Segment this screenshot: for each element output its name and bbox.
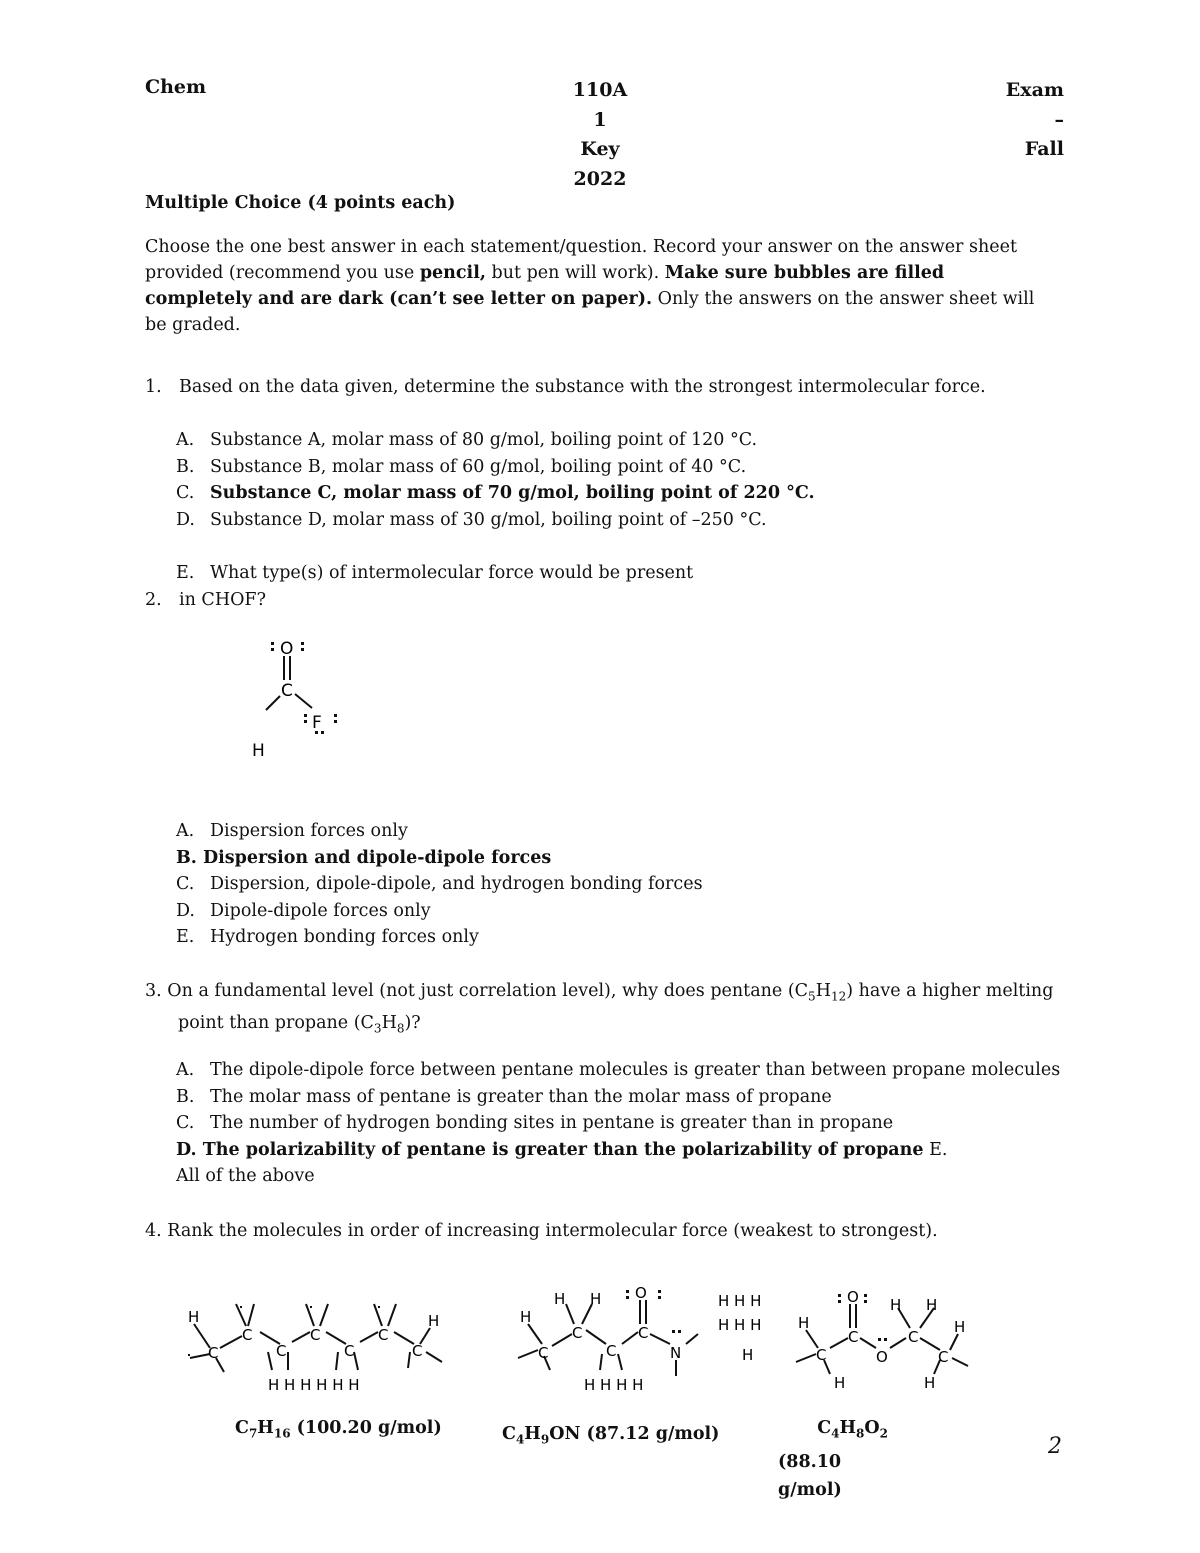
- heptane-label: [235, 1418, 442, 1441]
- header-center-line: Key: [580, 138, 620, 160]
- atom-h: H: [926, 1296, 938, 1314]
- question-number: 2.: [145, 590, 162, 610]
- q3-text: H: [381, 1012, 397, 1033]
- subscript: 8: [396, 1021, 405, 1035]
- h-column: H H H: [718, 1292, 762, 1310]
- subscript: 3: [373, 1021, 382, 1035]
- atom-o: O: [876, 1348, 888, 1366]
- option-label: B.: [176, 847, 197, 868]
- option-label: C.: [176, 483, 195, 503]
- option-text: The number of hydrogen bonding sites in pentane is greater than in propane: [210, 1113, 894, 1133]
- option-text: Substance C, molar mass of 70 g/mol, boiling point of 220 °C.: [210, 483, 815, 503]
- formula-part: C: [817, 1418, 832, 1438]
- question-3: [145, 978, 1065, 1041]
- subscript: 12: [830, 989, 847, 1004]
- header-center-line: 2022: [573, 167, 627, 190]
- question-2-options: [176, 818, 1056, 951]
- formula-part: H: [839, 1418, 857, 1438]
- amide-label: [502, 1424, 719, 1447]
- option-c: [176, 871, 1056, 898]
- option-text: D. The polarizability of pentane is greater than the polarizability of propane: [176, 1139, 924, 1160]
- subscript: 16: [273, 1426, 291, 1441]
- option-text: Substance A, molar mass of 80 g/mol, boiling point of 120 °C.: [210, 430, 758, 450]
- atom-c: C: [344, 1342, 355, 1360]
- header-center-line: 1: [593, 108, 607, 131]
- molar-mass: (88.10: [778, 1451, 842, 1472]
- header-right-line: Fall: [1024, 138, 1064, 160]
- h-row: H H H H: [584, 1376, 644, 1394]
- atom-h: H: [798, 1314, 810, 1332]
- subscript: 2: [879, 1426, 888, 1441]
- atom-c: C: [281, 681, 293, 701]
- ester-structure: [790, 1286, 980, 1396]
- option-label: D.: [176, 900, 195, 921]
- option-a: [176, 1057, 1061, 1084]
- option-label: A.: [176, 430, 195, 450]
- option-text: The molar mass of pentane is greater than the molar mass of propane: [210, 1086, 832, 1107]
- option-d-correct: [176, 1137, 1056, 1164]
- option-b: [176, 454, 1056, 481]
- formula-part: H: [257, 1418, 274, 1438]
- option-a: [176, 818, 1056, 845]
- question-4: 4. Rank the molecules in order of increasing intermolecular force (weakest to strongest).: [145, 1221, 938, 1241]
- option-e: [176, 924, 1056, 951]
- question-text: in CHOF?: [179, 590, 266, 610]
- option-text: Substance D, molar mass of 30 g/mol, boiling point of –250 °C.: [210, 509, 767, 530]
- subscript: 8: [856, 1426, 865, 1441]
- formula-part: C: [502, 1424, 516, 1444]
- atom-c: C: [538, 1344, 549, 1362]
- option-label: B.: [176, 456, 195, 477]
- header-right-line: Exam: [1005, 79, 1064, 101]
- option-label: D.: [176, 509, 195, 530]
- atom-h: H: [954, 1318, 966, 1336]
- atom-o: O: [280, 639, 294, 659]
- instructions-text: Choose the one best answer in each statement/question. Record your answer on the answer sheet provided (recommend you use: [145, 237, 1017, 283]
- molar-mass: (100.20 g/mol): [290, 1418, 442, 1438]
- atom-h: H: [520, 1308, 532, 1326]
- option-text: Dispersion forces only: [210, 821, 408, 841]
- atom-c: C: [208, 1344, 219, 1362]
- atom-c: C: [638, 1324, 649, 1342]
- instructions: [145, 234, 1045, 338]
- subscript: 7: [248, 1426, 258, 1441]
- atom-c: C: [606, 1342, 617, 1360]
- formula-part: O: [864, 1418, 880, 1438]
- atom-h: H: [554, 1290, 566, 1308]
- option-d: [176, 507, 1056, 534]
- question-3-line-2: [145, 1010, 1065, 1042]
- option-text: Substance B, molar mass of 60 g/mol, boiling point of 40 °C.: [210, 456, 747, 477]
- question-1: [145, 374, 1045, 400]
- header-center: [560, 76, 640, 194]
- question-text: Based on the data given, determine the substance with the strongest intermolecular force.: [179, 377, 986, 397]
- question-1-extra: [176, 560, 1056, 587]
- atom-c: C: [848, 1328, 859, 1346]
- option-text: Hydrogen bonding forces only: [210, 927, 479, 947]
- option-d: [176, 898, 1056, 925]
- atom-c: C: [412, 1342, 423, 1360]
- option-label: C.: [176, 874, 195, 894]
- option-b-correct: [176, 845, 1056, 872]
- h-column: H H H: [718, 1316, 762, 1334]
- atom-h: H: [924, 1374, 936, 1392]
- option-text: What type(s) of intermolecular force would be present: [210, 563, 694, 583]
- header-right: [980, 76, 1064, 165]
- q3-text: H: [815, 981, 831, 1001]
- h-column: H: [742, 1346, 754, 1364]
- instructions-bold: Make sure bubbles are filled completely and are dark (can’t see letter on paper).: [145, 263, 945, 309]
- ester-label-line-1: [778, 1414, 978, 1476]
- option-label: A.: [176, 821, 195, 841]
- atom-n: N: [670, 1344, 682, 1362]
- atom-h: H: [890, 1296, 902, 1314]
- formula-part: ON: [549, 1424, 581, 1444]
- instructions-text-2: but pen will work).: [485, 263, 665, 283]
- atom-c: C: [816, 1346, 827, 1364]
- atom-c: C: [276, 1342, 287, 1360]
- atom-c: C: [378, 1326, 389, 1344]
- atom-o: O: [847, 1288, 859, 1306]
- header-center-line: 110A: [572, 79, 628, 101]
- formula-part: C: [235, 1418, 249, 1438]
- section-title: Multiple Choice (4 points each): [145, 193, 456, 213]
- option-label: A.: [176, 1060, 195, 1080]
- question-number: 1.: [145, 377, 162, 397]
- option-label: E.: [923, 1139, 948, 1160]
- subscript: 5: [808, 989, 816, 1004]
- header-right-line: –: [1054, 108, 1064, 131]
- option-text: The dipole-dipole force between pentane molecules is greater than between propane molecules: [210, 1060, 1061, 1080]
- atom-h: H: [590, 1290, 602, 1308]
- question-3-options: [176, 1057, 1061, 1190]
- option-label: E.: [176, 563, 195, 583]
- formula-part: H: [524, 1424, 541, 1444]
- instructions-text-3: Only the answers on the answer sheet will be graded.: [145, 289, 1035, 335]
- option-label: B.: [176, 1086, 195, 1107]
- atom-o: O: [635, 1284, 647, 1302]
- option-b: [176, 1084, 1056, 1111]
- atom-c: C: [572, 1324, 583, 1342]
- q3-text: 3. On a fundamental level (not just correlation level), why does pentane (C: [145, 981, 809, 1001]
- atom-c: C: [310, 1326, 321, 1344]
- atom-c: C: [938, 1348, 949, 1366]
- atom-c: C: [908, 1328, 919, 1346]
- option-text: Dispersion, dipole-dipole, and hydrogen bonding forces: [210, 874, 703, 894]
- atom-c: C: [242, 1326, 253, 1344]
- ester-label-line-2: g/mol): [778, 1479, 842, 1500]
- atom-h: H: [188, 1308, 200, 1326]
- atom-h: H: [834, 1374, 846, 1392]
- option-c: [176, 1110, 1056, 1137]
- atom-h: H: [252, 741, 265, 761]
- subscript: 4: [515, 1432, 525, 1447]
- atom-h: H: [428, 1312, 440, 1330]
- instructions-pencil: pencil,: [419, 263, 486, 283]
- option-c-correct: [176, 480, 1056, 507]
- option-e: [176, 1163, 1056, 1190]
- option-text: Dipole-dipole forces only: [210, 900, 431, 921]
- page-number: 2: [1048, 1434, 1062, 1459]
- option-text: Dispersion and dipole-dipole forces: [202, 847, 552, 868]
- subscript: 9: [540, 1432, 550, 1447]
- ester-label: [778, 1414, 978, 1504]
- molar-mass: (87.12 g/mol): [580, 1424, 720, 1444]
- header-course: Chem: [145, 76, 207, 98]
- q3-text: point than propane (C: [178, 1012, 374, 1033]
- heptane-structure: [180, 1296, 450, 1396]
- question-2: [145, 587, 1045, 613]
- subscript: 4: [831, 1426, 840, 1441]
- q3-text: ) have a higher melting: [846, 981, 1054, 1001]
- option-a: [176, 427, 1056, 454]
- question-1-options: [176, 427, 1056, 533]
- amide-structure: [510, 1282, 780, 1397]
- option-text: All of the above: [176, 1166, 315, 1186]
- chof-structure: [240, 628, 360, 768]
- q3-text: )?: [404, 1012, 421, 1033]
- option-label: E.: [176, 927, 195, 947]
- option-label: C.: [176, 1113, 195, 1133]
- h-row: H H H H H H: [268, 1376, 360, 1394]
- question-3-line-1: [145, 978, 1065, 1010]
- atom-f: F: [312, 713, 322, 733]
